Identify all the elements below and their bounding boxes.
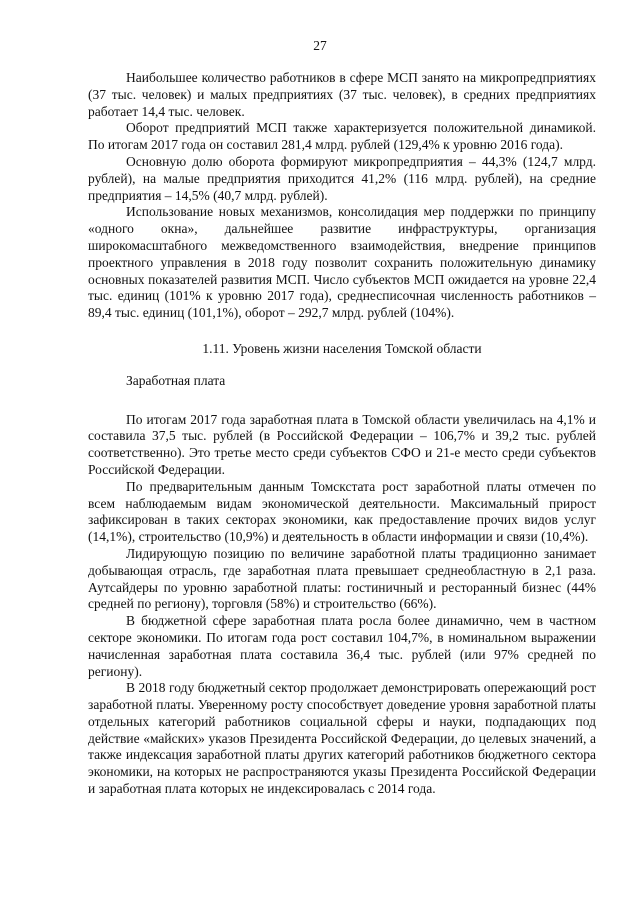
paragraph-budget-2018: В 2018 году бюджетный сектор продолжает демонстрировать опережающий рост заработной платы. Уверенному росту способствует доведение уровня заработной платы отдельных категорий работников социальной сферы и науки, подпадающих под действие «майских» указов Президента Российской Федерации, до целевых значений, а также индексация заработной платы других категорий работников бюджетного сектора экономики, на которых не распространяются указы Президента Российской Федерации и заработная плата которых не индексировалась с 2014 года. [88,680,596,797]
paragraph-wages-2017: По итогам 2017 года заработная плата в Томской области увеличилась на 4,1% и составила 37,5 тыс. рублей (в Российской Федерации – 106,7% и 39,2 тыс. рублей соответственно). Это третье место среди субъектов СФО и 21-е место среди субъектов Российской Федерации. [88,411,596,477]
paragraph-wages-leaders: Лидирующую позицию по величине заработной платы традиционно занимает добывающая отрасль, где заработная плата превышает среднеобластную в 2,1 раза. Аутсайдеры по уровню заработной платы: гостиничный и ресторанный бизнес (44% средней по региону), торговля (58%) и строительство (66%). [88,545,596,612]
paragraph-turnover-shares: Основную долю оборота формируют микропредприятия – 44,3% (124,7 млрд. рублей), на малые предприятия приходится 41,2% (116 млрд. рублей), на средние предприятия – 14,5% (40,7 млрд. рублей). [88,153,596,203]
paragraph-budget-sector: В бюджетной сфере заработная плата росла более динамично, чем в частном секторе экономики. По итогам года рост составил 104,7%, в номинальном выражении начисленная заработная плата составила 36,4 тыс. рублей (или 97% средней по региону). [88,613,596,679]
paragraph-msp-turnover: Оборот предприятий МСП также характеризуется положительной динамикой. По итогам 2017 года он составил 281,4 млрд. рублей (129,4% к уровню 2016 года). [88,120,596,153]
section-heading: 1.11. Уровень жизни населения Томской области [202,340,482,356]
document-body [88,70,596,798]
paragraph-msp-outlook: Использование новых механизмов, консолидация мер поддержки по принципу «одного окна», дальнейшее развитие инфраструктуры, организация широкомасштабного межведомственного взаимодействия, внедрение принципов проектного управления в 2018 году позволит сохранить положительную динамику основных показателей развития МСП. Число субъектов МСП ожидается на уровне 22,4 тыс. единиц (101% к уровню 2017 года), среднесписочная численность работников – 89,4 тыс. единиц (101,1%), оборот – 292,7 млрд. рублей (104%). [88,204,596,321]
paragraph-wages-growth: По предварительным данным Томскстата рост заработной платы отмечен по всем наблюдаемым видам экономической деятельности. Максимальный прирост зафиксирован в таких секторах экономики, как предоставление прочих видов услуг (14,1%), строительство (10,9%) и деятельность в области информации и связи (10,4%). [88,478,596,545]
section-subheading: Заработная плата [126,372,226,388]
page-number: 27 [313,38,327,53]
paragraph-msp-employees: Наибольшее количество работников в сфере МСП занято на микропредприятиях (37 тыс. человек) и малых предприятиях (37 тыс. человек), в средних предприятиях работает 14,4 тыс. человек. [88,70,596,119]
